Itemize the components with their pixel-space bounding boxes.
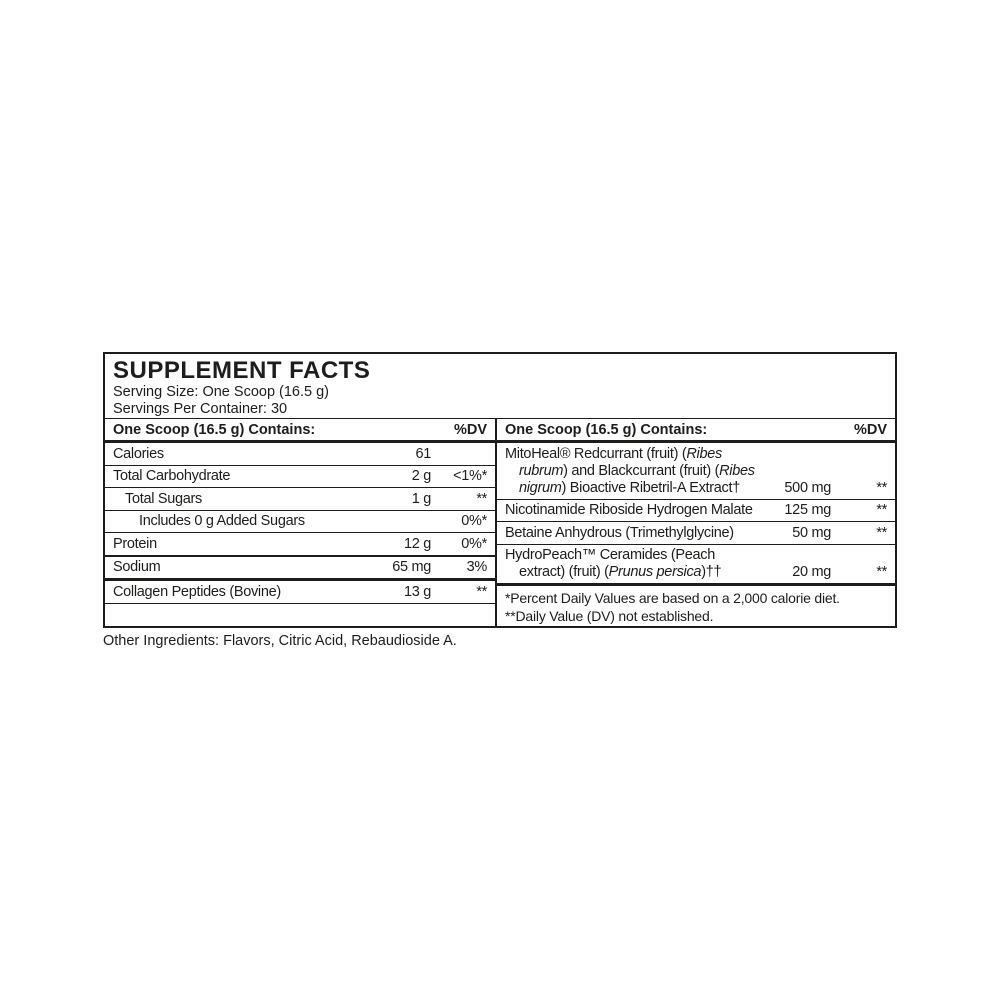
nutrient-row [105,488,495,510]
nutrient-name-text: Includes 0 g Added Sugars [139,513,305,529]
facts-column-right [497,419,895,626]
nutrient-dv: ** [876,524,887,541]
nutrient-name-text: Nicotinamide Riboside Hydrogen Malate [505,502,753,518]
nutrient-name-text: MitoHeal® Redcurrant (fruit) ( [505,445,687,462]
nutrient-dv: ** [876,564,887,580]
nutrient-name [505,502,765,519]
nutrient-rows-left [105,443,495,604]
nutrient-dv: ** [476,583,487,600]
nutrient-name [505,547,765,581]
nutrient-row [105,443,495,465]
nutrient-amount: 1 g [411,490,431,507]
supplement-facts-panel [103,352,897,628]
species-name-italic: Prunus persica [608,564,702,580]
nutrient-amount: 13 g [403,583,431,600]
nutrient-row [105,533,495,555]
nutrient-name [113,584,365,601]
column-header-dv-label: %DV [853,422,887,438]
column-header-dv-label: %DV [453,422,487,438]
nutrient-row [105,511,495,533]
nutrient-name [113,513,365,530]
nutrient-row [497,522,895,544]
column-header-label: One Scoop (16.5 g) Contains: [505,422,708,438]
nutrient-amount: 61 [415,445,431,462]
nutrient-amount: 20 mg [792,564,831,580]
nutrient-name-text: ) and Blackcurrant (fruit) ( [563,462,720,479]
nutrient-name [113,446,365,463]
footnote-line: **Daily Value (DV) not established. [505,607,714,624]
nutrient-amount: 500 mg [784,479,831,496]
nutrient-name-text: Total Sugars [125,490,202,507]
nutrient-amount: 125 mg [784,502,831,518]
facts-columns [105,418,895,626]
species-name-italic: nigrum [519,479,562,496]
nutrient-name-text: ) Bioactive Ribetril-A Extract† [561,479,740,496]
nutrient-name-text: Total Carbohydrate [113,468,231,484]
nutrient-row [497,545,895,584]
serving-size-text: Serving Size: One Scoop (16.5 g) [113,384,330,400]
servings-per-container-text: Servings Per Container: 30 [113,401,288,417]
panel-title: SUPPLEMENT FACTS [113,357,371,384]
footnotes-block [497,586,895,625]
column-header-label: One Scoop (16.5 g) Contains: [113,422,316,438]
nutrient-name [113,559,365,576]
other-ingredients-text: Other Ingredients: Flavors, Citric Acid, Rebaudioside A. [103,633,457,649]
nutrient-name [505,446,765,497]
nutrient-name-text: )†† [701,564,722,580]
column-header-right [497,419,895,443]
nutrient-dv: 0%* [461,513,487,529]
nutrient-name-text: Protein [113,535,157,552]
nutrient-name [113,491,365,508]
nutrient-dv: 3% [466,559,487,575]
nutrient-row [105,466,495,488]
nutrient-amount: 65 mg [392,559,431,575]
species-name-italic: rubrum [519,462,564,479]
separator-thin [105,603,495,604]
nutrient-dv: <1%* [453,468,487,484]
nutrient-name [505,525,765,542]
nutrient-dv: ** [876,479,887,496]
nutrient-row [105,557,495,579]
nutrient-name-text: Sodium [113,559,161,575]
footnote-line: *Percent Daily Values are based on a 2,000 calorie diet. [505,590,840,606]
nutrient-name [113,468,365,485]
nutrient-name-text: Collagen Peptides (Bovine) [113,583,281,600]
nutrient-row [105,581,495,603]
nutrient-name-text: Calories [113,445,164,462]
nutrient-name-text: HydroPeach™ Ceramides (Peach [505,547,715,563]
nutrient-dv: ** [476,490,487,507]
nutrient-dv: ** [876,502,887,518]
nutrient-name-text: extract) (fruit) ( [519,564,609,580]
nutrient-row [497,443,895,499]
facts-column-left [105,419,497,626]
species-name-italic: Ribes [719,462,755,479]
nutrient-amount: 12 g [403,535,431,552]
nutrient-rows-right [497,443,895,586]
nutrient-name [113,536,365,553]
nutrient-row [497,500,895,522]
nutrient-name-text: Betaine Anhydrous (Trimethylglycine) [505,524,734,541]
nutrient-amount: 50 mg [792,524,831,541]
species-name-italic: Ribes [686,445,722,462]
column-header-left [105,419,495,443]
nutrient-amount: 2 g [411,468,431,484]
nutrient-dv: 0%* [461,535,487,552]
